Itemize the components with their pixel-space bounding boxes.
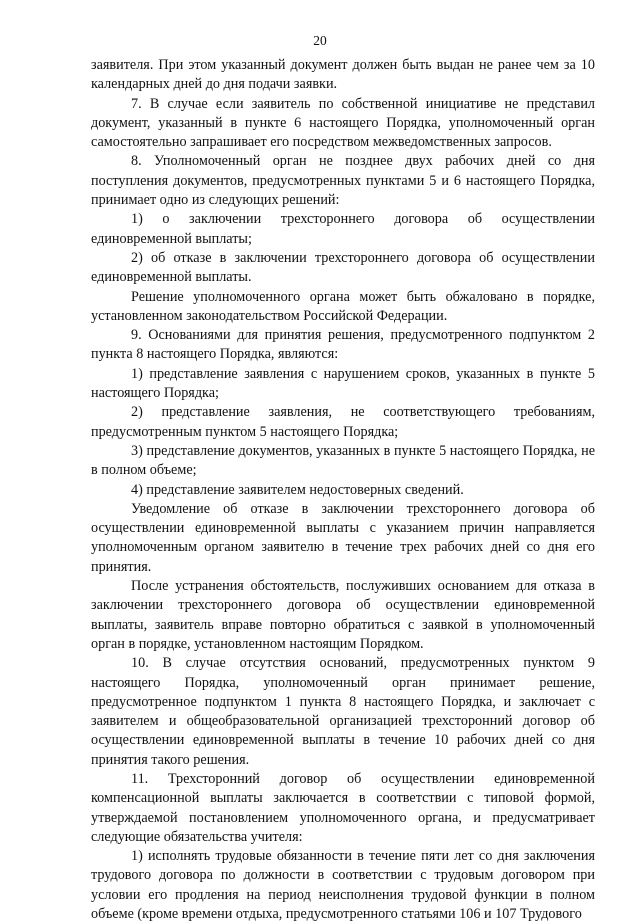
paragraph-continuation: заявителя. При этом указанный документ должен быть выдан не ранее чем за 10 календарных дней до дня подачи заявки.: [91, 57, 595, 93]
paragraph-clause-8: 8. Уполномоченный орган не позднее двух рабочих дней со дня поступления документов, предусмотренных пунктами 5 и 6 настоящего Порядка, принимает одно из следующих решений:: [91, 153, 595, 209]
page-number: 20: [313, 33, 327, 48]
paragraph-clause-7: 7. В случае если заявитель по собственной инициативе не представил документ, указанный в пункте 6 настоящего Порядка, уполномоченный орган самостоятельно запрашивает его посредством межведомственных запросов.: [91, 95, 595, 151]
paragraph-clause-11: 11. Трехсторонний договор об осуществлении единовременной компенсационной выплаты заключается в соответствии с типовой формой, утверждаемой постановлением уполномоченного органа, и предусматривает следующие обязательства учителя:: [91, 770, 595, 845]
paragraph-clause-9-item-2: 2) представление заявления, не соответствующего требованиям, предусмотренным пунктом 5 настоящего Порядка;: [91, 404, 595, 440]
paragraph-appeal: Решение уполномоченного органа может быть обжаловано в порядке, установленном законодательством Российской Федерации.: [91, 288, 595, 324]
paragraph-refusal-notice: Уведомление об отказе в заключении трехстороннего договора об осуществлении единовременной выплаты с указанием причин направляется уполномоченным органом заявителю в течение трех рабочих дней со дня его принятия.: [91, 500, 595, 575]
document-body: [91, 56, 595, 924]
paragraph-clause-9-item-3: 3) представление документов, указанных в пункте 5 настоящего Порядка, не в полном объеме;: [91, 442, 595, 479]
paragraph-reapply: После устранения обстоятельств, послуживших основанием для отказа в заключении трехстороннего договора об осуществлении единовременной выплаты, заявитель вправе повторно обратиться с заявкой в уполномоченный орган в порядке, установленном настоящим Порядком.: [91, 578, 595, 652]
paragraph-clause-9: 9. Основаниями для принятия решения, предусмотренного подпунктом 2 пункта 8 настоящего Порядка, являются:: [91, 327, 595, 363]
paragraph-clause-10: 10. В случае отсутствия оснований, предусмотренных пунктом 9 настоящего Порядка, уполномоченный орган принимает решение, предусмотренное подпунктом 1 пункта 8 настоящего Порядка, и заключает с заявителем и общеобразовательной организацией трехсторонний договор об осуществлении единовременной выплаты в течение 10 рабочих дней со дня принятия такого решения.: [91, 655, 595, 768]
paragraph-clause-8-item-1: 1) о заключении трехстороннего договора об осуществлении единовременной выплаты;: [91, 211, 595, 247]
paragraph-clause-9-item-4: 4) представление заявителем недостоверных сведений.: [131, 481, 464, 498]
paragraph-clause-9-item-1: 1) представление заявления с нарушением сроков, указанных в пункте 5 настоящего Порядка;: [91, 365, 595, 402]
paragraph-clause-11-item-1: 1) исполнять трудовые обязанности в течение пяти лет со дня заключения трудового договора по должности в соответствии с трудовым договором при условии его продления на период неисполнения трудовой функции в полном объеме (кроме времени отдыха, предусмотренного статьями 106 и 107 Трудового: [91, 848, 595, 923]
paragraph-clause-8-item-2: 2) об отказе в заключении трехстороннего договора об осуществлении единовременной выплаты.: [91, 249, 595, 286]
